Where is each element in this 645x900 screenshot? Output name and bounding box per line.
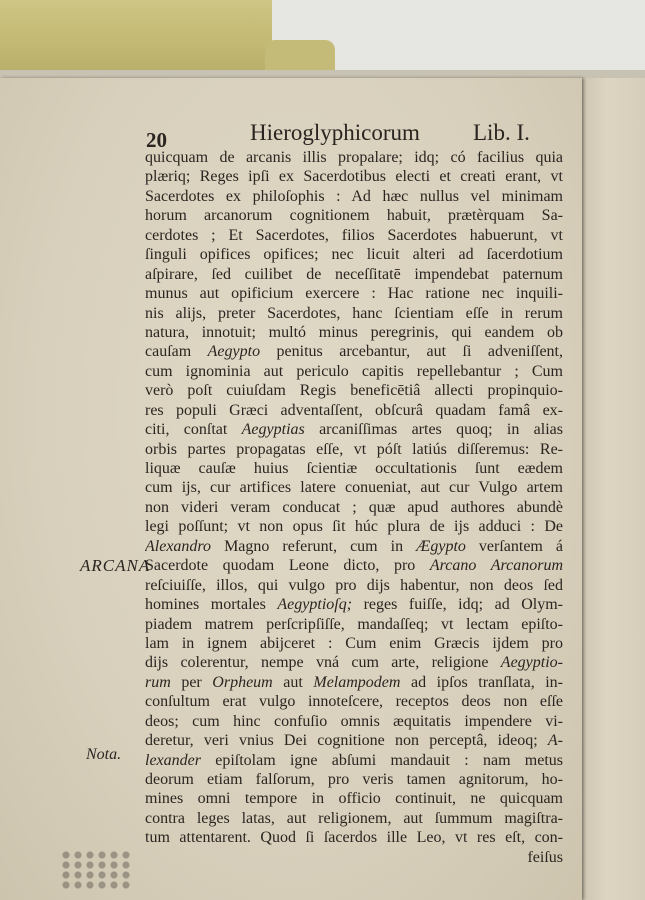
italic-text: Arcano Arcanorum bbox=[429, 557, 563, 575]
text-segment: legi poſſunt; vt non opus ſit húc plura de ijs adduci : De bbox=[145, 518, 563, 536]
text-segment: Magno referunt, cum in bbox=[211, 537, 417, 555]
text-line bbox=[145, 478, 563, 497]
ink-stain bbox=[60, 850, 130, 890]
text-line bbox=[145, 498, 563, 517]
book-number: Lib. I. bbox=[473, 120, 530, 145]
text-line bbox=[145, 187, 563, 206]
text-line bbox=[145, 362, 563, 381]
italic-text: Orpheum bbox=[212, 673, 273, 691]
margin-note-arcana: ARCANA bbox=[80, 556, 151, 575]
text-line bbox=[145, 148, 563, 167]
page-number: 20 bbox=[146, 128, 167, 152]
text-line bbox=[145, 381, 563, 400]
text-segment: verò poſt cuiuſdam Regis beneficētiâ allecti propinquio- bbox=[145, 382, 563, 400]
text-line bbox=[145, 634, 563, 653]
text-line bbox=[145, 304, 563, 323]
text-segment: epiſtolam igne abſumi mandauit : nam metus bbox=[200, 751, 563, 769]
text-line bbox=[145, 653, 563, 672]
text-line bbox=[145, 167, 563, 186]
text-segment: homines mortales bbox=[145, 596, 278, 614]
text-line bbox=[145, 828, 563, 847]
text-segment: liquæ cauſæ huius ſcientiæ occultationis ſunt eædem bbox=[145, 460, 563, 477]
text-segment: plæriq; Reges ipſi ex Sacerdotibus electi et creati erant, vt bbox=[145, 168, 563, 186]
running-title: Hieroglyphicorum bbox=[250, 120, 420, 145]
text-segment: reges fuiſſe, idq; ad Olym- bbox=[352, 596, 563, 614]
text-line bbox=[145, 615, 563, 634]
text-line bbox=[145, 537, 563, 556]
text-segment: Sacerdotes ex philoſophis : Ad hæc nullus vel minimam bbox=[145, 187, 563, 205]
text-segment: non videri veram conducat ; quæ apud authores abundè bbox=[145, 498, 563, 516]
text-line bbox=[145, 848, 563, 867]
text-segment: mines omni tempore in officio continuit, ne quicquam bbox=[145, 790, 563, 808]
text-segment: aut bbox=[272, 673, 314, 691]
text-segment: penitus arcebantur, aut ſi adveniſſent, bbox=[260, 343, 563, 361]
text-line bbox=[145, 556, 563, 575]
italic-text: Aegypto bbox=[207, 343, 261, 361]
text-segment: res populi Græci adventaſſent, obſcurâ quadam famâ ex- bbox=[145, 401, 563, 419]
text-segment: deretur, veri vnius Dei cognitione non perceptâ, ideoq; bbox=[145, 732, 548, 750]
text-segment: cerdotes ; Et Sacerdotes, filios Sacerdotes habuerunt, vt bbox=[145, 226, 563, 244]
text-segment: cauſam bbox=[145, 343, 208, 361]
text-line bbox=[145, 789, 563, 808]
facing-page bbox=[578, 78, 645, 900]
text-line bbox=[145, 245, 563, 264]
sponge bbox=[0, 0, 272, 76]
text-line bbox=[145, 420, 563, 439]
text-segment: contra leges latas, aut religionem, aut ſummum magiſtra- bbox=[145, 809, 563, 827]
text-line bbox=[145, 712, 563, 731]
text-line bbox=[145, 440, 563, 459]
margin-note-nota: Nota. bbox=[86, 746, 122, 763]
text-segment: horum arcanorum cognitionem habuit, prætèrquam Sa- bbox=[145, 207, 563, 225]
text-segment: dijs colerentur, nempe vná cum arte, religione bbox=[145, 654, 501, 672]
text-line bbox=[145, 265, 563, 284]
text-segment: aſpirare, ſed cuilibet de neceſſitatē impendebat paternum bbox=[145, 265, 563, 283]
text-line bbox=[145, 595, 563, 614]
text-line bbox=[145, 731, 563, 750]
text-line bbox=[145, 206, 563, 225]
text-segment: lam in ignem abijceret : Cum enim Græcis ijdem pro bbox=[145, 634, 563, 652]
text-line bbox=[145, 323, 563, 342]
text-segment: citi, conſtat bbox=[145, 421, 242, 439]
italic-text: Ægypto bbox=[416, 537, 466, 555]
text-line bbox=[145, 576, 563, 595]
text-line bbox=[145, 751, 563, 770]
text-segment: orbis partes propagatas eſſe, vt póſt latiús diſſeremus: Re- bbox=[145, 440, 563, 458]
text-segment: verſantem á bbox=[465, 537, 563, 555]
text-segment: feiſus bbox=[527, 848, 563, 866]
italic-text: Aegyptias bbox=[241, 421, 305, 439]
text-segment: nis alijs, preter Sacerdotes, hanc ſcientiam eſſe in rerum bbox=[145, 304, 563, 322]
text-line bbox=[145, 459, 563, 478]
text-segment: per bbox=[170, 673, 213, 691]
italic-text: A- bbox=[547, 732, 563, 750]
text-line bbox=[145, 342, 563, 361]
text-line bbox=[145, 770, 563, 789]
text-segment: piadem matrem perſcripſiſſe, mandaſſeq; vt lectam epiſto- bbox=[145, 615, 563, 633]
text-segment: deorum etiam falſorum, pro veris tamen agnitorum, ho- bbox=[145, 771, 563, 788]
text-line bbox=[145, 284, 563, 303]
text-segment: reſciuiſſe, illos, qui vulgo pro dijs habentur, non deos ſed bbox=[145, 576, 563, 594]
text-segment: arcaniſſimas artes quoq; in alias bbox=[304, 421, 563, 439]
text-segment: conſultum erat vulgo innoteſcere, receptos deos non eſſe bbox=[145, 693, 563, 711]
text-line bbox=[145, 401, 563, 420]
text-line bbox=[145, 809, 563, 828]
text-line bbox=[145, 692, 563, 711]
italic-text: lexander bbox=[145, 751, 201, 769]
italic-text: Aegyptioſq; bbox=[277, 596, 353, 614]
text-segment: ſinguli opifices opifices; nec licuit alteri ad ſacerdotium bbox=[145, 246, 563, 264]
italic-text: Melampodem bbox=[313, 673, 401, 691]
text-line bbox=[145, 517, 563, 536]
text-segment: cum ijs, cur artifices latere conueniat, aut cur Vulgo artem bbox=[145, 479, 563, 497]
text-segment: ad ipſos tranſlata, in- bbox=[400, 673, 563, 691]
text-segment: natura, innotuit; multó minus peregrinis, qui eandem ob bbox=[145, 323, 563, 341]
italic-text: rum bbox=[145, 673, 171, 691]
text-line bbox=[145, 673, 563, 692]
italic-text: Aegyptio- bbox=[500, 654, 563, 672]
italic-text: Alexandro bbox=[145, 537, 212, 555]
text-segment: Sacerdote quodam Leone dicto, pro bbox=[145, 557, 430, 575]
text-line bbox=[145, 226, 563, 245]
text-segment: tum attentarent. Quod ſi ſacerdos ille Leo, vt res eſt, con- bbox=[145, 829, 563, 847]
text-segment: quicquam de arcanis illis propalare; idq; có facilius quia bbox=[145, 149, 563, 166]
body-text bbox=[145, 148, 563, 867]
text-segment: cum ignominia aut periculo capitis repellebantur ; Cum bbox=[145, 362, 563, 380]
text-segment: munus aut opificium exercere : Hac ratione nec inquili- bbox=[145, 285, 563, 303]
text-segment: deos; cum hinc confuſio omnis æquitatis impendere vi- bbox=[145, 712, 563, 730]
